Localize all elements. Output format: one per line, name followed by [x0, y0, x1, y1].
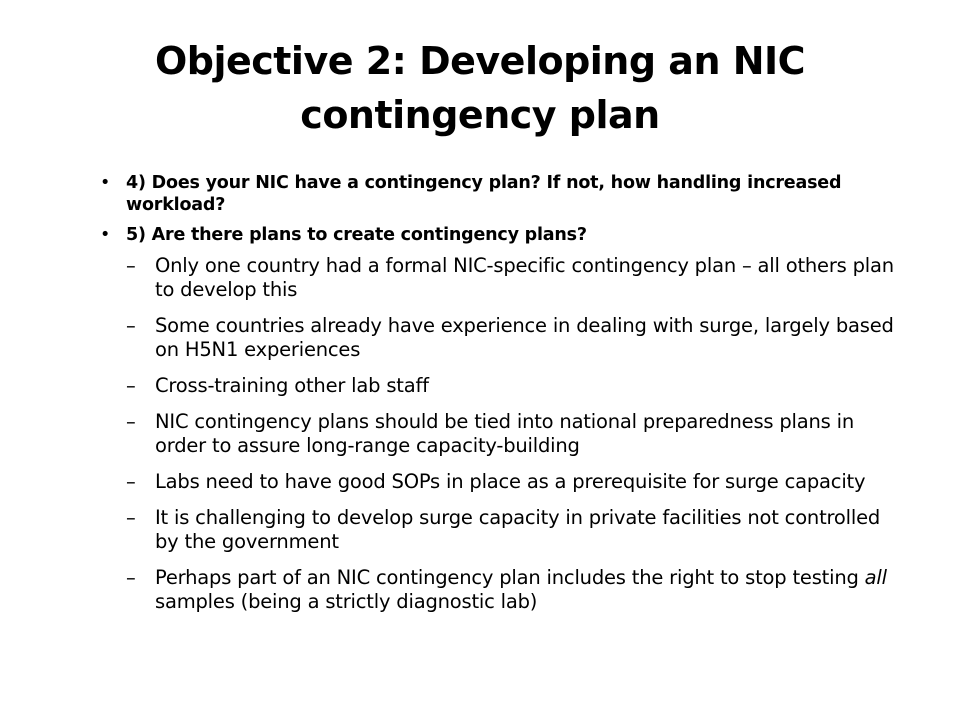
sub-bullet-text: Some countries already have experience in dealing with surge, largely based on H5N1 experiences	[155, 314, 894, 361]
slide-body	[100, 172, 900, 626]
title-line-1: Objective 2: Developing an NIC	[154, 39, 806, 83]
sub-bullet-emphasis: all	[864, 566, 887, 589]
dash-icon: –	[126, 314, 136, 337]
bullet-text: 5) Are there plans to create contingency plans?	[126, 225, 587, 245]
sub-bullet-text: Only one country had a formal NIC-specific contingency plan – all others plan to develop this	[155, 254, 894, 301]
sub-bullet-text: NIC contingency plans should be tied into national preparedness plans in order to assure long-range capacity-building	[155, 410, 854, 457]
bullet-icon: •	[100, 173, 111, 193]
dash-icon: –	[126, 374, 136, 397]
title-line-2: contingency plan	[300, 93, 660, 137]
dash-icon: –	[126, 410, 136, 433]
sub-bullet-text-end: samples (being a strictly diagnostic lab)	[155, 590, 538, 613]
slide-title	[60, 34, 900, 142]
dash-icon: –	[126, 566, 136, 589]
sub-bullet-item	[100, 314, 900, 362]
sub-bullet-text	[155, 566, 887, 613]
bullet-text: 4) Does your NIC have a contingency plan? If not, how handling increased workload?	[126, 173, 842, 215]
bullet-item-5	[100, 224, 900, 246]
sub-bullet-text-start: Perhaps part of an NIC contingency plan includes the right to stop testing	[155, 566, 865, 589]
sub-bullet-item	[100, 410, 900, 458]
dash-icon: –	[126, 506, 136, 529]
sub-bullet-item	[100, 374, 900, 398]
sub-bullet-item	[100, 506, 900, 554]
dash-icon: –	[126, 470, 136, 493]
sub-bullet-text: Cross-training other lab staff	[155, 374, 429, 397]
sub-bullet-item	[100, 254, 900, 302]
sub-bullet-text: Labs need to have good SOPs in place as a prerequisite for surge capacity	[155, 470, 866, 493]
sub-bullet-item	[100, 566, 900, 614]
sub-bullet-item	[100, 470, 900, 494]
bullet-item-4	[100, 172, 900, 216]
dash-icon: –	[126, 254, 136, 277]
sub-bullet-text: It is challenging to develop surge capacity in private facilities not controlled by the government	[155, 506, 881, 553]
bullet-icon: •	[100, 225, 111, 245]
sub-bullet-list	[100, 254, 900, 614]
